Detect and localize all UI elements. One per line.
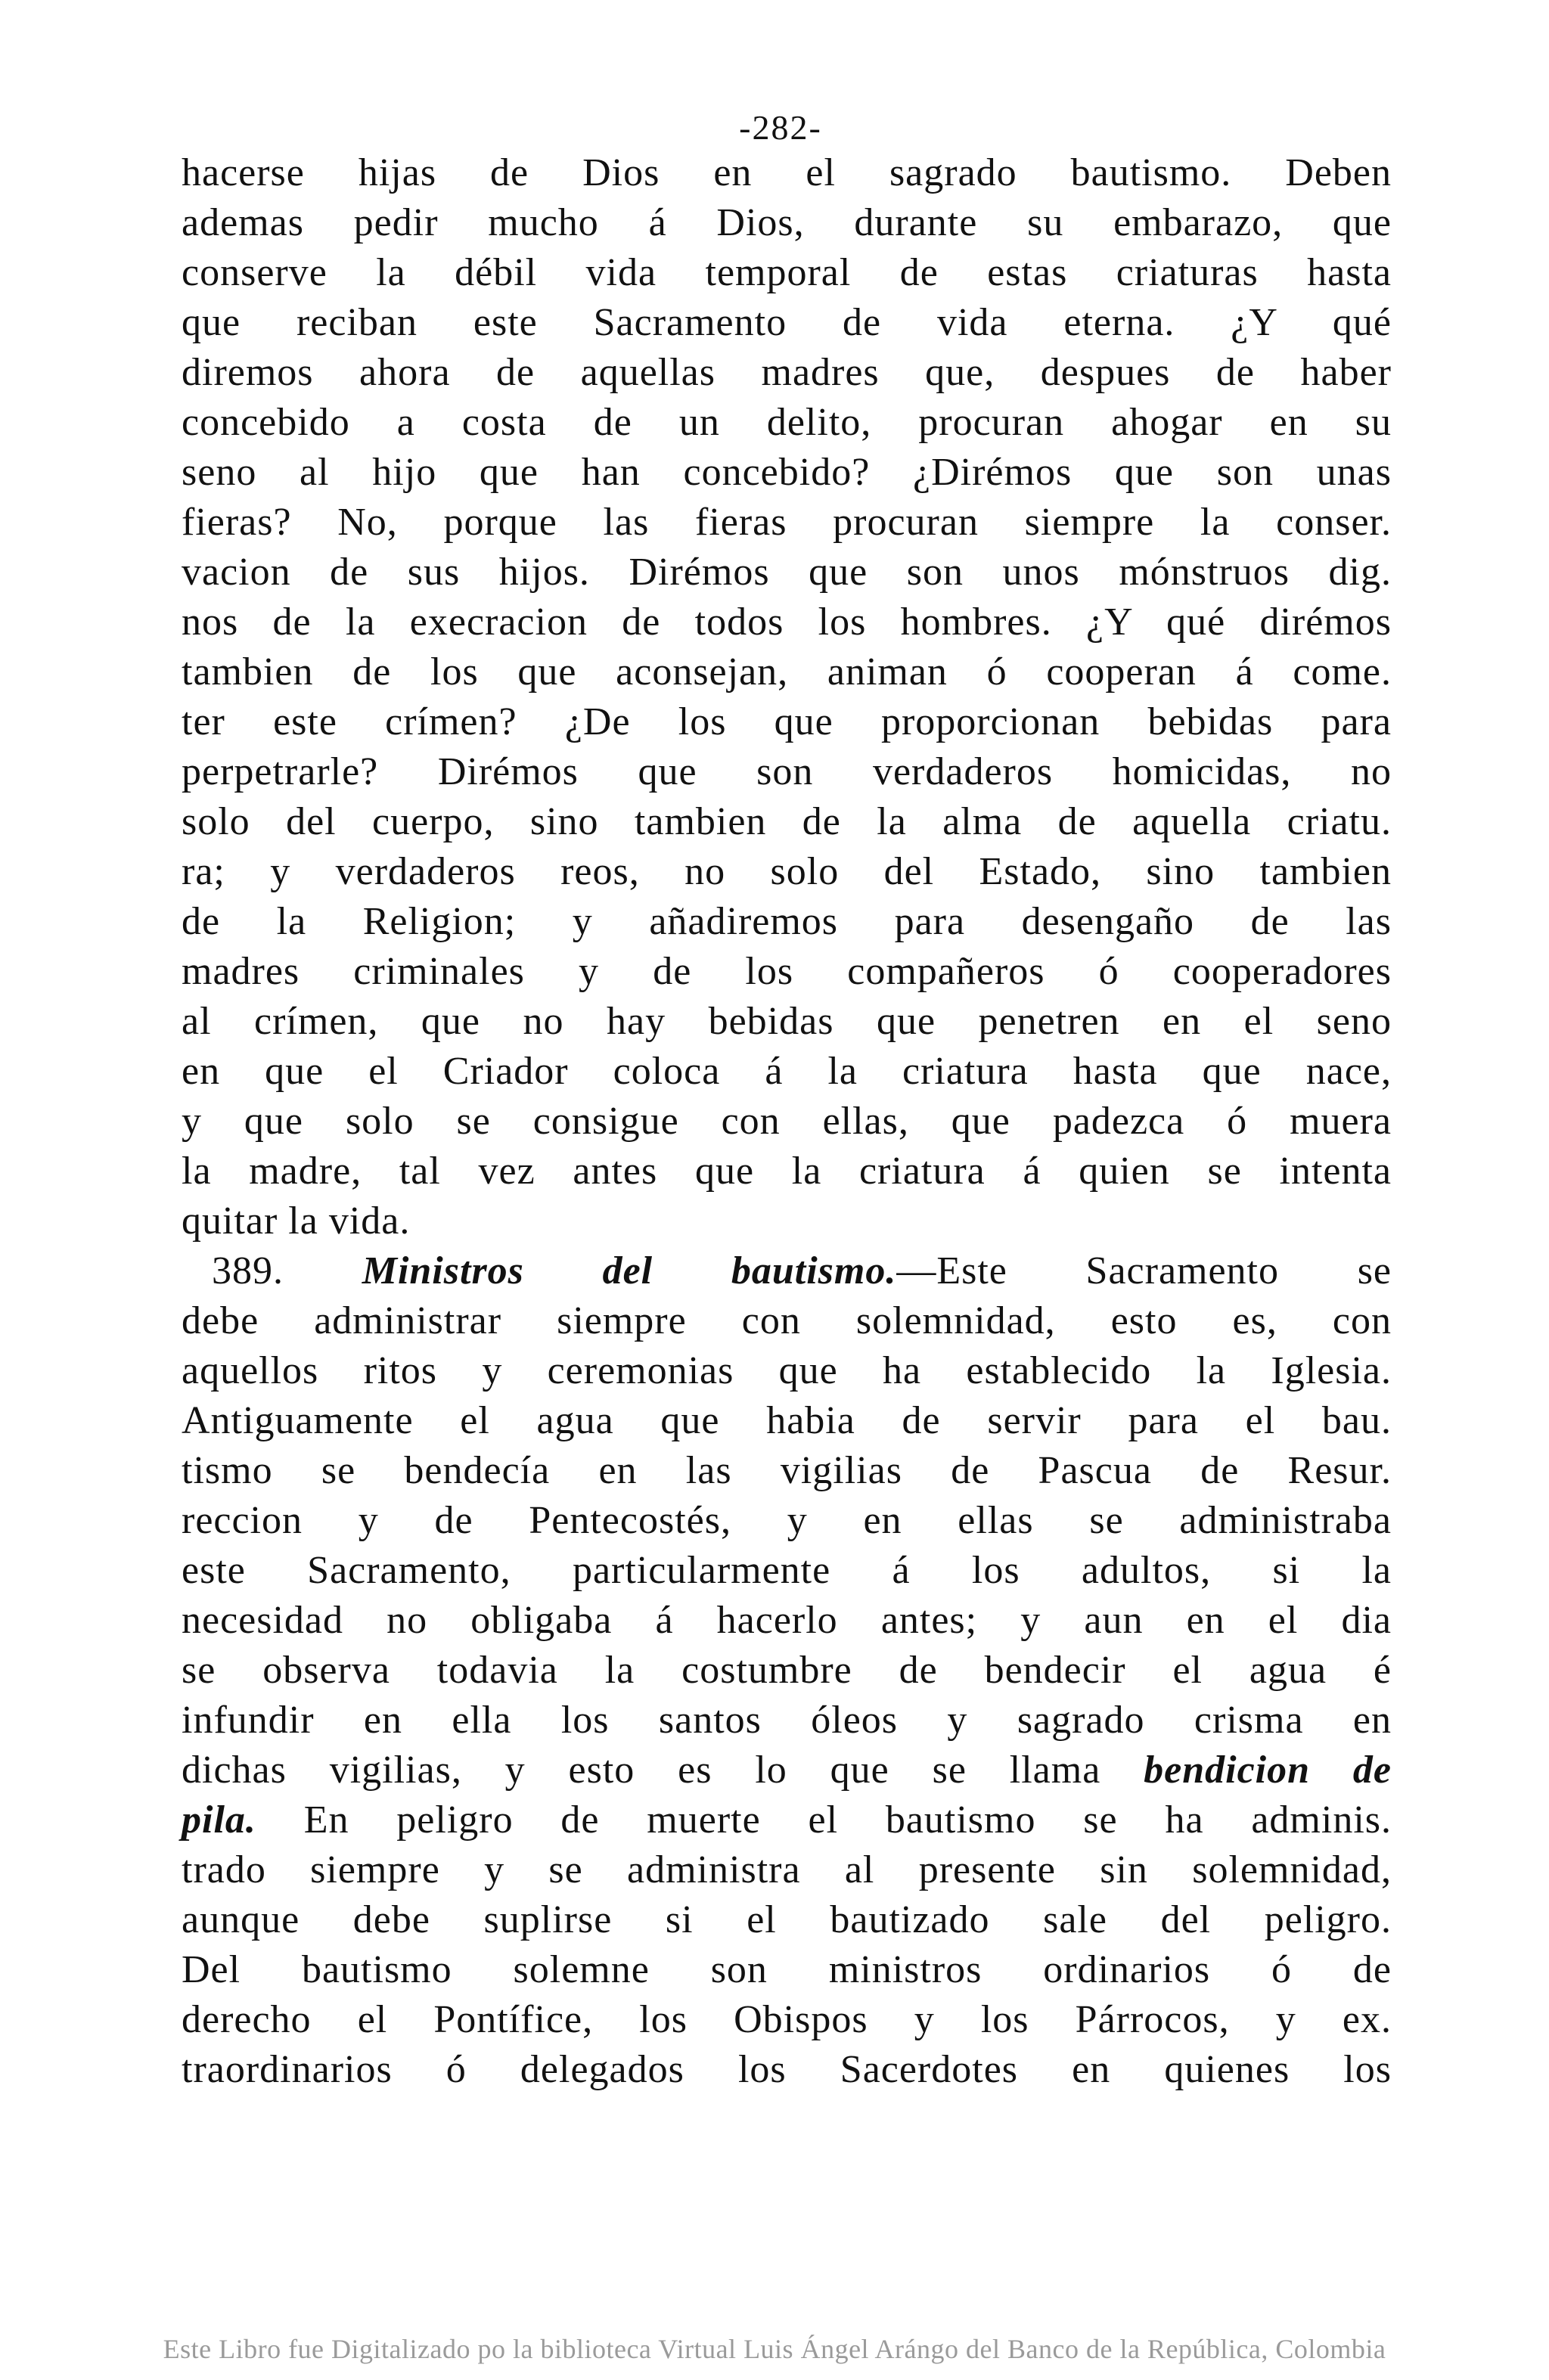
- text-line: Antiguamente el agua que habia de servir para el bau.: [182, 1399, 1392, 1442]
- text-line: al crímen, que no hay bebidas que penetren en el seno: [182, 1000, 1392, 1043]
- text-line: trado siempre y se administra al presente sin solemnidad,: [182, 1848, 1392, 1891]
- text-line: aquellos ritos y ceremonias que ha establecido la Iglesia.: [182, 1349, 1392, 1392]
- text-line: seno al hijo que han concebido? ¿Dirémos que son unas: [182, 451, 1392, 494]
- vigilias-text: dichas vigilias, y esto es lo que se llama: [182, 1749, 1144, 1792]
- digitization-footer: Este Libro fue Digitalizado po la biblioteca Virtual Luis Ángel Arángo del Banco de la República, Colombia: [163, 2334, 1386, 2364]
- text-line: conserve la débil vida temporal de estas criaturas hasta: [182, 251, 1392, 294]
- text-line: [182, 1745, 1392, 1795]
- text-line: ademas pedir mucho á Dios, durante su embarazo, que: [182, 201, 1392, 244]
- text-line: concebido a costa de un delito, procuran ahogar en su: [182, 401, 1392, 444]
- text-line: ra; y verdaderos reos, no solo del Estado, sino tambien: [182, 850, 1392, 893]
- page-number: -282-: [739, 108, 822, 147]
- text-line: tismo se bendecía en las vigilias de Pascua de Resur.: [182, 1449, 1392, 1492]
- pila-line-text: En peligro de muerte el bautismo se ha adminis.: [256, 1798, 1392, 1842]
- text-line: derecho el Pontífice, los Obispos y los Párrocos, y ex.: [182, 1998, 1392, 2041]
- section-number: 389.: [212, 1249, 284, 1292]
- text-line: tambien de los que aconsejan, animan ó cooperan á come.: [182, 650, 1392, 694]
- text-line: reccion y de Pentecostés, y en ellas se administraba: [182, 1499, 1392, 1542]
- text-line: infundir en ella los santos óleos y sagrado crisma en: [182, 1699, 1392, 1742]
- section-title: Ministros del bautismo.: [362, 1249, 897, 1292]
- text-line: que reciban este Sacramento de vida eterna. ¿Y qué: [182, 301, 1392, 344]
- text-line: se observa todavia la costumbre de bendecir el agua é: [182, 1649, 1392, 1692]
- bendicion-term: bendicion de: [1144, 1749, 1392, 1792]
- text-line: quitar la vida.: [182, 1199, 411, 1243]
- text-line: necesidad no obligaba á hacerlo antes; y aun en el dia: [182, 1599, 1392, 1642]
- text-line: vacion de sus hijos. Dirémos que son unos mónstruos dig.: [182, 551, 1392, 594]
- text-line: solo del cuerpo, sino tambien de la alma de aquella criatu.: [182, 800, 1392, 843]
- text-line: nos de la execracion de todos los hombres. ¿Y qué dirémos: [182, 600, 1392, 644]
- text-line: debe administrar siempre con solemnidad, esto es, con: [182, 1299, 1392, 1342]
- text-line: la madre, tal vez antes que la criatura á quien se intenta: [182, 1150, 1392, 1193]
- text-line: diremos ahora de aquellas madres que, despues de haber: [182, 351, 1392, 394]
- text-line: traordinarios ó delegados los Sacerdotes en quienes los: [182, 2048, 1392, 2091]
- body-text: [182, 148, 1392, 2095]
- text-line: [182, 1795, 1392, 1845]
- text-line: y que solo se consigue con ellas, que padezca ó muera: [182, 1100, 1392, 1143]
- text-line: madres criminales y de los compañeros ó cooperadores: [182, 950, 1392, 993]
- text-line: hacerse hijas de Dios en el sagrado bautismo. Deben: [182, 151, 1392, 194]
- pila-term: pila.: [182, 1798, 256, 1842]
- section-first-line-text: —Este Sacramento se: [896, 1249, 1392, 1292]
- text-line: perpetrarle? Dirémos que son verdaderos homicidas, no: [182, 750, 1392, 793]
- text-line: de la Religion; y añadiremos para desengaño de las: [182, 900, 1392, 943]
- text-line: en que el Criador coloca á la criatura hasta que nace,: [182, 1050, 1392, 1093]
- text-line: Del bautismo solemne son ministros ordinarios ó de: [182, 1948, 1392, 1991]
- section-heading-line: [182, 1246, 1392, 1296]
- text-line: ter este crímen? ¿De los que proporcionan bebidas para: [182, 700, 1392, 743]
- text-line: este Sacramento, particularmente á los adultos, si la: [182, 1549, 1392, 1592]
- text-line: fieras? No, porque las fieras procuran siempre la conser.: [182, 501, 1392, 544]
- text-line: aunque debe suplirse si el bautizado sale del peligro.: [182, 1898, 1392, 1941]
